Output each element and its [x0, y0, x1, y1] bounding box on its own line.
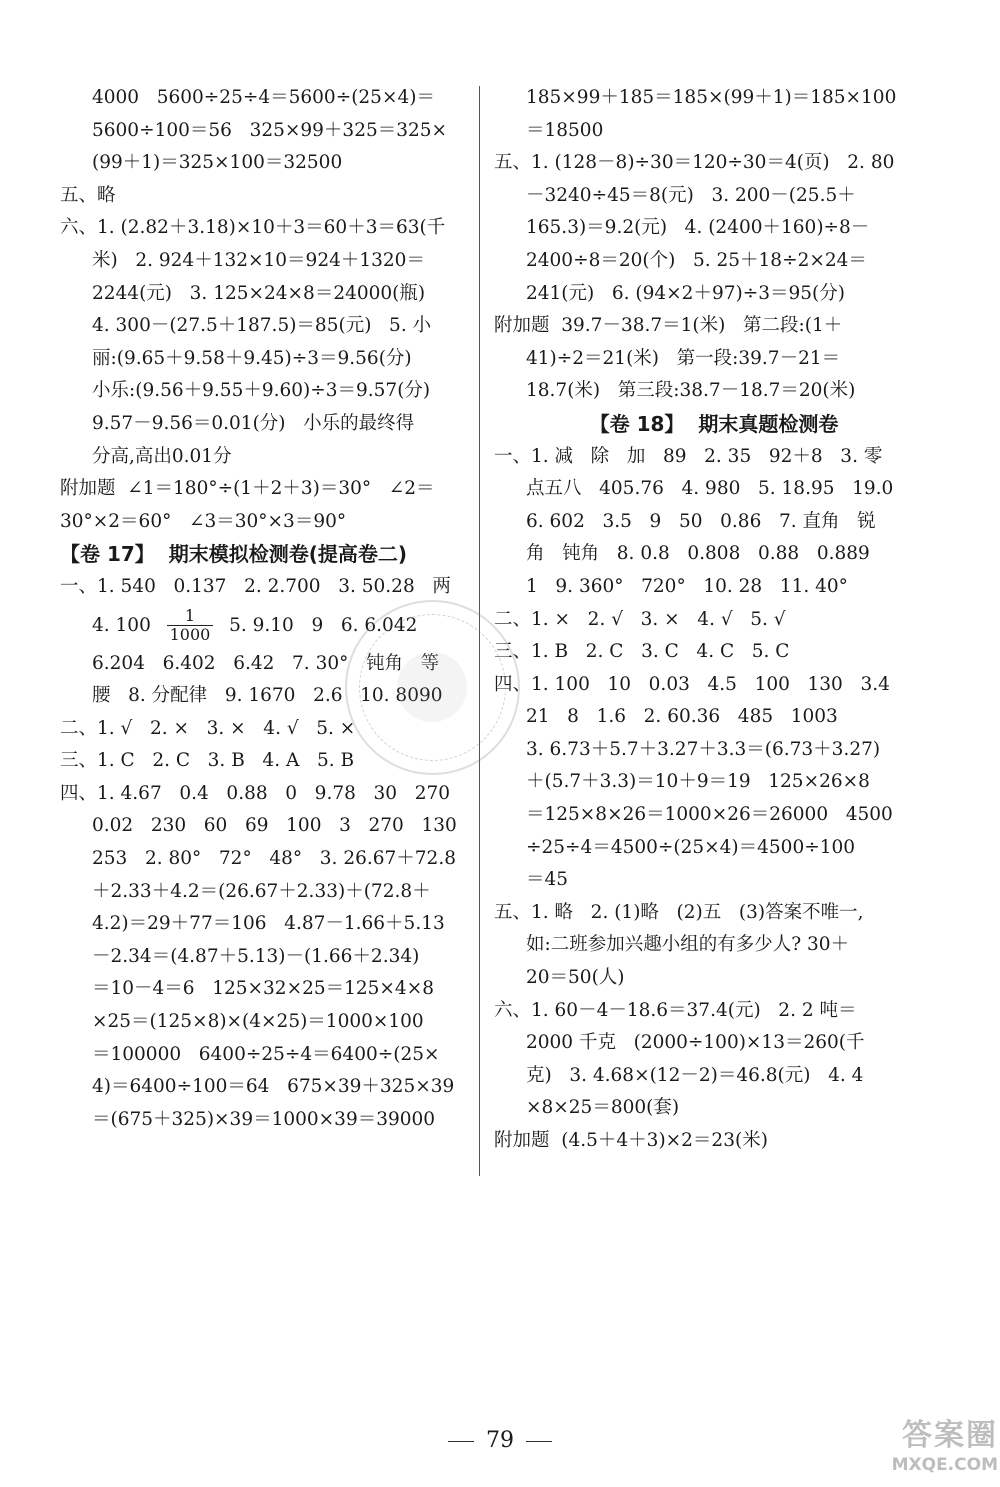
answer-line: 一、1. 减 除 加 89 2. 35 92＋8 3. 零 [494, 445, 883, 467]
answer-line: 四、1. 100 10 0.03 4.5 100 130 3.4 [494, 673, 890, 695]
answer-line: 分高,高出0.01分 [92, 445, 232, 467]
answer-line: 五、1. (128－8)÷30＝120÷30＝4(页) 2. 80 [494, 152, 895, 174]
answer-line: 30°×2＝60° ∠3＝30°×3＝90° [60, 510, 347, 532]
answer-line: 5600÷100＝56 325×99＋325＝325× [92, 119, 448, 141]
answer-line: 4000 5600÷25÷4＝5600÷(25×4)＝ [92, 87, 435, 108]
answer-line: 9.57－9.56＝0.01(分) 小乐的最终得 [92, 412, 415, 434]
answer-line: 小乐:(9.56＋9.55＋9.60)÷3＝9.57(分) [92, 380, 431, 402]
answer-line: ＝10－4＝6 125×32×25＝125×4×8 [92, 978, 434, 1000]
answer-line: 18.7(米) 第三段:38.7－18.7＝20(米) [526, 380, 856, 402]
answer-line: ＝100000 6400÷25÷4＝6400÷(25× [92, 1043, 440, 1065]
answer-line: ＝125×8×26＝1000×26＝26000 4500 [526, 804, 893, 826]
fraction [167, 607, 214, 644]
answer-line: 6. 602 3.5 9 50 0.86 7. 直角 锐 [526, 510, 876, 532]
section-title: 【卷 18】 期末真题检测卷 [589, 411, 839, 436]
answer-line: ÷25÷4＝4500÷(25×4)＝4500÷100 [526, 836, 856, 858]
answer-line: 附加题 ∠1＝180°÷(1＋2＋3)＝30° ∠2＝ [60, 478, 435, 500]
answer-line: 21 8 1.6 2. 60.36 485 1003 [526, 706, 838, 728]
column-divider [479, 86, 480, 1176]
answer-line: 六、1. 60－4－18.6＝37.4(元) 2. 2 吨＝ [494, 999, 857, 1021]
answer-line: 五、略 [60, 184, 116, 206]
answer-line: 四、1. 4.67 0.4 0.88 0 9.78 30 270 [60, 782, 450, 804]
answer-line: 点五八 405.76 4. 980 5. 18.95 19.0 [526, 478, 894, 500]
answer-line: 2400÷8＝20(个) 5. 25＋18÷2×24＝ [526, 249, 867, 271]
answer-line: ×25＝(125×8)×(4×25)＝1000×100 [92, 1011, 424, 1033]
answer-line: 4)＝6400÷100＝64 675×39＋325×39 [92, 1076, 455, 1098]
answer-line: 241(元) 6. (94×2＋97)÷3＝95(分) [526, 282, 845, 304]
answer-line: 三、1. C 2. C 3. B 4. A 5. B [60, 750, 355, 772]
answer-line: 20＝50(人) [526, 967, 625, 989]
answer-line: －2.34＝(4.87＋5.13)－(1.66＋2.34) [92, 945, 420, 967]
answer-line: 腰 8. 分配律 9. 1670 2.6 10. 8090 [92, 685, 443, 707]
answer-line: ＋(5.7＋3.3)＝10＋9＝19 125×26×8 [526, 771, 870, 793]
answer-line: ×8×25＝800(套) [526, 1097, 680, 1119]
answer-line: 如:二班参加兴趣小组的有多少人? 30＋ [526, 934, 850, 956]
answer-line: 附加题 39.7－38.7＝1(米) 第二段:(1＋ [494, 315, 843, 337]
answer-line: 丽:(9.65＋9.58＋9.45)÷3＝9.56(分) [92, 347, 412, 369]
answer-line: ＝(675＋325)×39＝1000×39＝39000 [92, 1108, 436, 1130]
answer-line: 41)÷2＝21(米) 第一段:39.7－21＝ [526, 347, 841, 369]
answer-line: ＋2.33＋4.2＝(26.67＋2.33)＋(72.8＋ [92, 880, 431, 902]
answer-line: 6.204 6.402 6.42 7. 30° 钝角 等 [92, 652, 440, 674]
watermark-logo-text: 答案圈 [902, 1418, 998, 1453]
answer-line: 4. 300－(27.5＋187.5)＝85(元) 5. 小 [92, 315, 432, 337]
answer-line: 米) 2. 924＋132×10＝924＋1320＝ [92, 249, 425, 271]
answer-line: 克) 3. 4.68×(12－2)＝46.8(元) 4. 4 [526, 1064, 864, 1086]
answer-line: 二、1. × 2. √ 3. × 4. √ 5. √ [494, 608, 786, 630]
dash-right [526, 1441, 552, 1442]
line-text: 5. 9.10 9 6. 6.042 [217, 614, 418, 636]
answer-line: 角 钝角 8. 0.8 0.808 0.88 0.889 [526, 543, 870, 565]
fraction-denominator: 1000 [167, 625, 214, 644]
answer-line: ＝18500 [526, 119, 604, 141]
answer-line: 一、1. 540 0.137 2. 2.700 3. 50.28 两 [60, 575, 451, 597]
left-column [60, 82, 470, 1136]
answer-line: 0.02 230 60 69 100 3 270 130 [92, 815, 457, 837]
answer-line: 三、1. B 2. C 3. C 4. C 5. C [494, 641, 790, 663]
fraction-numerator: 1 [184, 606, 196, 625]
dash-left [448, 1441, 474, 1442]
answer-line: 253 2. 80° 72° 48° 3. 26.67＋72.8 [92, 848, 456, 870]
answer-line: ＝45 [526, 869, 569, 891]
answer-line [60, 604, 470, 648]
answer-line: 1 9. 360° 720° 10. 28 11. 40° [526, 575, 848, 597]
answer-line: 3. 6.73＋5.7＋3.27＋3.3＝(6.73＋3.27) [526, 738, 881, 760]
page-number-text: 79 [486, 1428, 514, 1453]
right-column [494, 82, 912, 1158]
answer-line: 2244(元) 3. 125×24×8＝24000(瓶) [92, 282, 426, 304]
answer-line: 2000 千克 (2000÷100)×13＝260(千 [526, 1032, 865, 1054]
answer-line: 185×99＋185＝185×(99＋1)＝185×100 [526, 87, 897, 108]
answer-line: －3240÷45＝8(元) 3. 200－(25.5＋ [526, 184, 856, 206]
answer-line: (99＋1)＝325×100＝32500 [92, 152, 343, 174]
section-title: 【卷 17】 期末模拟检测卷(提高卷二) [60, 542, 408, 567]
answer-line: 五、1. 略 2. (1)略 (2)五 (3)答案不唯一, [494, 901, 864, 923]
answer-line: 附加题 (4.5＋4＋3)×2＝23(米) [494, 1130, 768, 1151]
answer-line: 4.2)＝29＋77＝106 4.87－1.66＋5.13 [92, 913, 445, 935]
watermark-logo [838, 1418, 998, 1484]
answer-line: 六、1. (2.82＋3.18)×10＋3＝60＋3＝63(千 [60, 217, 446, 239]
answer-line: 165.3)＝9.2(元) 4. (2400＋160)÷8－ [526, 217, 870, 239]
line-text: 4. 100 [92, 614, 163, 636]
watermark-url: MXQE.COM [891, 1455, 998, 1475]
answer-line: 二、1. √ 2. × 3. × 4. √ 5. × [60, 717, 356, 739]
